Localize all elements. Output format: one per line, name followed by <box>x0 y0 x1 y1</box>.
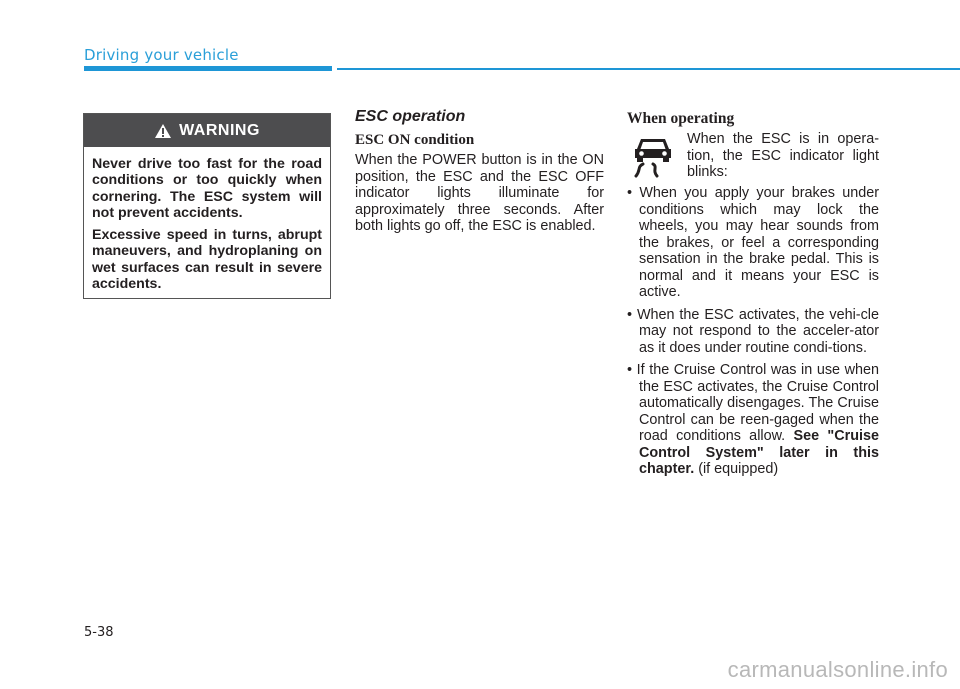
esc-on-condition-text: When the POWER button is in the ON position, the ESC and the ESC OFF indicator lights illuminate for approximately three seconds. After both lights go off, the ESC is enabled. <box>355 152 604 234</box>
page-number: 5-38 <box>84 625 114 640</box>
warning-heading: WARNING <box>179 121 260 139</box>
warning-paragraph: Excessive speed in turns, abrupt maneuvers, and hydroplaning on wet surfaces can result in severe accidents. <box>92 227 322 293</box>
warning-header <box>84 114 330 147</box>
list-item: • If the Cruise Control was in use when the ESC activates, the Cruise Control automatically disengages. The Cruise Control can be reen-gaged when the road conditions allow. See "Cruise Control System" later in this chapter. (if equipped) <box>627 362 880 477</box>
indicator-row <box>627 131 879 181</box>
when-operating-title: When operating <box>627 110 735 127</box>
list-item: • When you apply your brakes under conditions which may lock the wheels, you may hear sounds from the brakes, or feel a corresponding sensation in the brake pedal. This is normal and it means your ESC is active. <box>627 185 879 300</box>
warning-body <box>84 147 330 292</box>
esc-indicator-icon <box>627 131 679 181</box>
when-operating-column <box>627 108 879 484</box>
cross-reference: See "Cruise Control System" later in this chapter. <box>639 428 879 477</box>
indicator-text: When the ESC is in opera-tion, the ESC indicator light blinks: <box>687 131 879 180</box>
bullet-text: If the Cruise Control was in use when the ESC activates, the Cruise Control automatically disengages. The Cruise Control can be reen-gaged when the road conditions allow. <box>636 362 880 444</box>
list-item: • When the ESC activates, the vehi-cle may not respond to the acceler-ator as it does under routine condi-tions. <box>627 306 879 356</box>
watermark: carmanualsonline.info <box>727 657 948 682</box>
warning-paragraph: Never drive too fast for the road conditions or too quickly when cornering. The ESC system will not prevent accidents. <box>92 156 322 221</box>
header-rule-thick <box>84 66 332 71</box>
warning-triangle-icon <box>154 123 172 139</box>
esc-operation-title: ESC operation <box>355 108 466 125</box>
operating-bullet-list <box>627 185 879 478</box>
header-rule-thin <box>337 68 960 70</box>
section-header-title: Driving your vehicle <box>84 46 239 64</box>
equipped-note: (if equipped) <box>698 461 779 477</box>
bullet-text: When you apply your brakes under conditions which may lock the wheels, you may hear sounds from the brakes, or feel a corresponding sensation in the brake pedal. This is normal and it means your ESC is active. <box>639 185 879 300</box>
bullet-text: When the ESC activates, the vehi-cle may not respond to the acceler-ator as it does under routine condi-tions. <box>636 306 879 356</box>
warning-box <box>83 113 331 299</box>
esc-operation-column <box>355 108 604 235</box>
esc-on-condition-title: ESC ON condition <box>355 132 475 148</box>
